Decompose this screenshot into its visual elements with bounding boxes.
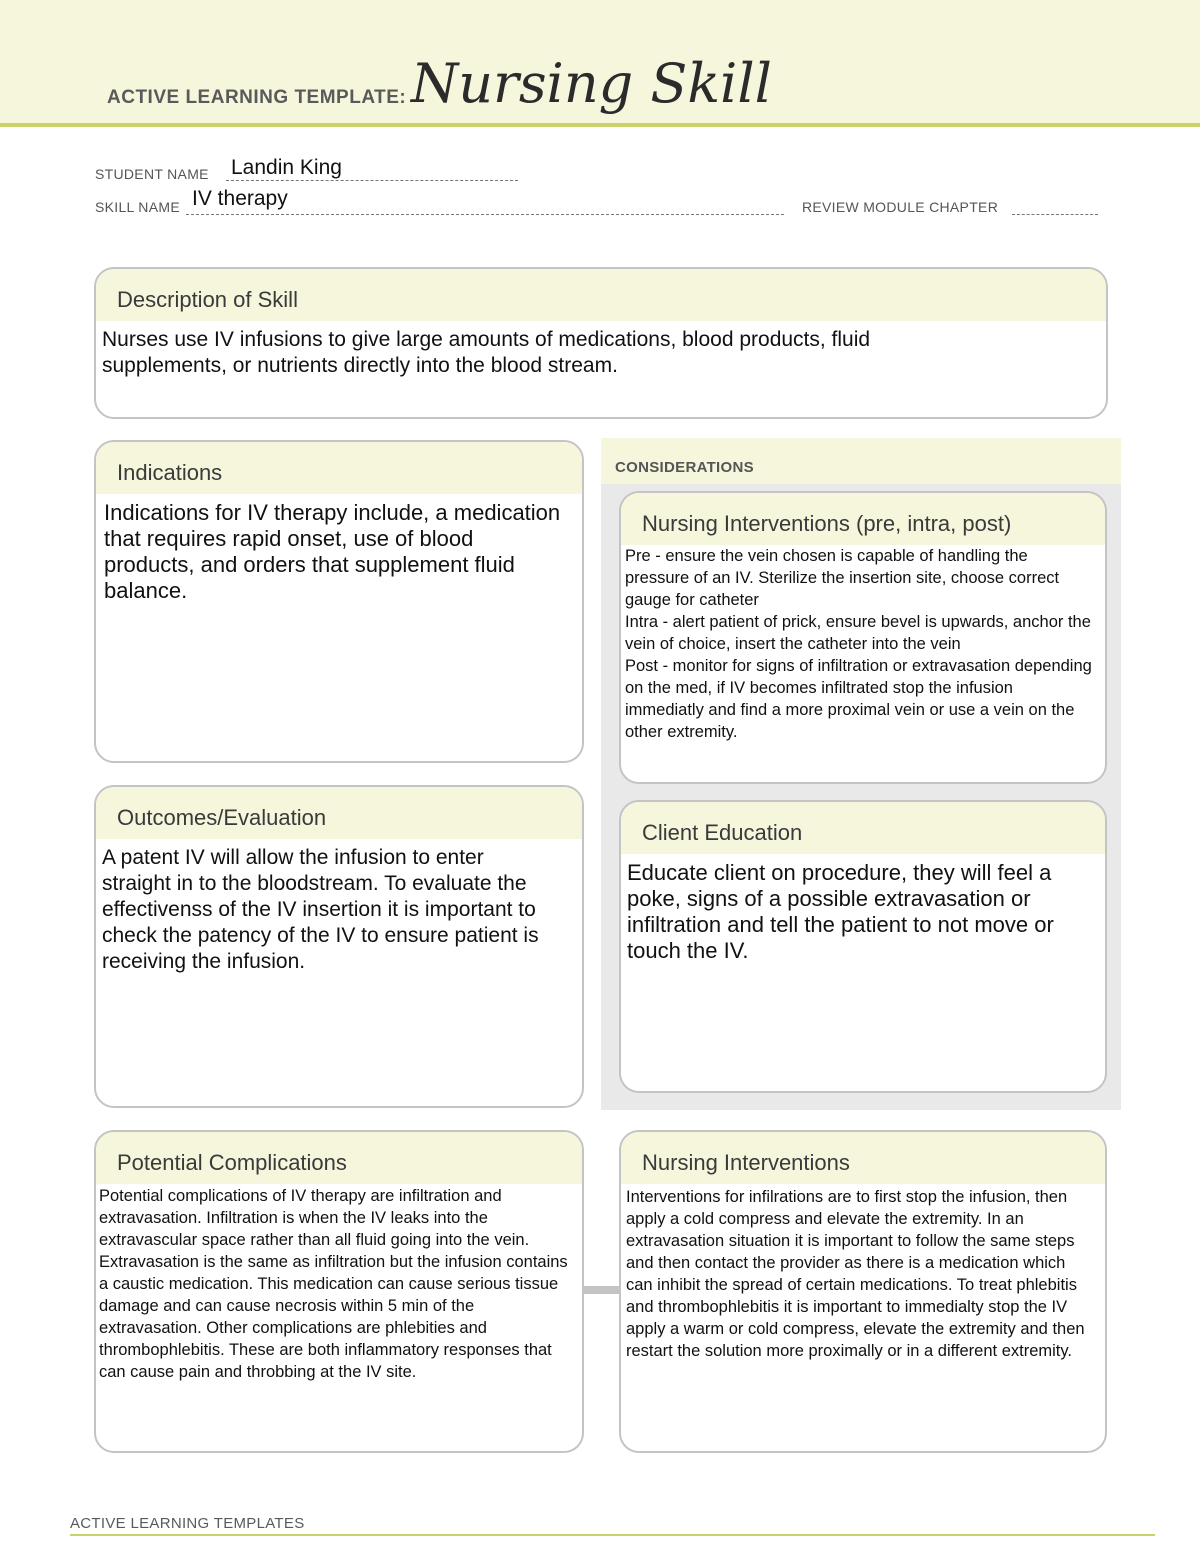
skill-name-field[interactable]: IV therapy bbox=[192, 187, 288, 210]
client-education-section bbox=[619, 800, 1107, 1093]
skill-name-underline bbox=[186, 214, 784, 215]
indications-section bbox=[94, 440, 584, 763]
student-name-underline bbox=[226, 180, 518, 181]
indications-body[interactable]: Indications for IV therapy include, a medication that requires rapid onset, use of blood products, and orders that supplement fluid balance. bbox=[104, 500, 561, 603]
client-education-heading: Client Education bbox=[621, 802, 1105, 854]
outcomes-body[interactable]: A patent IV will allow the infusion to enter straight in to the bloodstream. To evaluate the effectivenss of the IV insertion it is important to check the patency of the IV to ensure patient is receiving the infusion. bbox=[102, 846, 539, 973]
description-section bbox=[94, 267, 1108, 419]
outcomes-heading: Outcomes/Evaluation bbox=[96, 787, 582, 839]
nursing-interventions-heading: Nursing Interventions bbox=[621, 1132, 1105, 1184]
complications-body[interactable]: Potential complications of IV therapy are infiltration and extravasation. Infiltration is when the IV leaks into the extravascular space rather than all fluid going into the vein. Extravasation is the same as infiltration but the infusion contains a caustic medication. This medication can cause serious tissue damage and can cause necrosis within 5 min of the extravasation. Other complications are phlebities and thrombophlebitis. These are both inflammatory responses that can cause pain and throbbing at the IV site. bbox=[99, 1187, 568, 1381]
outcomes-section bbox=[94, 785, 584, 1108]
review-module-label: REVIEW MODULE CHAPTER bbox=[802, 199, 999, 215]
description-body[interactable]: Nurses use IV infusions to give large amounts of medications, blood products, fluid supplements, or nutrients directly into the blood stream. bbox=[102, 328, 871, 377]
post-interventions: Post - monitor for signs of infiltration or extravasation depending on the med, if IV becomes infiltrated stop the infusion immediatly and find a more proximal vein or use a vein on the other extremity. bbox=[625, 657, 1092, 741]
student-name-field[interactable]: Landin King bbox=[231, 156, 342, 179]
student-name-label: STUDENT NAME bbox=[95, 166, 209, 182]
footer-text: ACTIVE LEARNING TEMPLATES bbox=[70, 1515, 305, 1532]
nursing-interventions-pip-body[interactable] bbox=[621, 545, 1105, 743]
complications-heading: Potential Complications bbox=[96, 1132, 582, 1184]
description-heading: Description of Skill bbox=[96, 269, 1106, 321]
template-title: Nursing Skill bbox=[411, 52, 772, 115]
pre-interventions: Pre - ensure the vein chosen is capable of handling the pressure of an IV. Sterilize the insertion site, choose correct gauge for catheter bbox=[625, 547, 1060, 609]
nursing-interventions-section bbox=[619, 1130, 1107, 1453]
footer-rule bbox=[70, 1534, 1155, 1536]
skill-name-label: SKILL NAME bbox=[95, 199, 180, 215]
header-rule bbox=[0, 123, 1200, 127]
considerations-heading: CONSIDERATIONS bbox=[615, 459, 754, 476]
intra-interventions: Intra - alert patient of prick, ensure bevel is upwards, anchor the vein of choice, insert the catheter into the vein bbox=[625, 613, 1091, 653]
review-module-field[interactable] bbox=[1012, 214, 1098, 215]
nursing-interventions-pip-heading: Nursing Interventions (pre, intra, post) bbox=[621, 493, 1105, 545]
template-label: ACTIVE LEARNING TEMPLATE: bbox=[107, 87, 407, 108]
indications-heading: Indications bbox=[96, 442, 582, 494]
client-education-body[interactable]: Educate client on procedure, they will feel a poke, signs of a possible extravasation or infiltration and tell the patient to not move or touch the IV. bbox=[627, 860, 1054, 963]
nursing-interventions-body[interactable]: Interventions for infilrations are to first stop the infusion, then apply a cold compress and elevate the extremity. In an extravasation situation it is important to follow the same steps and then contact the provider as there is a medication which can inhibit the spread of certain medications. To treat phlebitis and thrombophlebitis it is important to immedialty stop the IV apply a warm or cold compress, elevate the extremity and then restart the solution more proximally or in a different extremity. bbox=[626, 1188, 1085, 1360]
complications-section bbox=[94, 1130, 584, 1453]
section-connector bbox=[583, 1286, 619, 1294]
nursing-interventions-pip-section bbox=[619, 491, 1107, 784]
